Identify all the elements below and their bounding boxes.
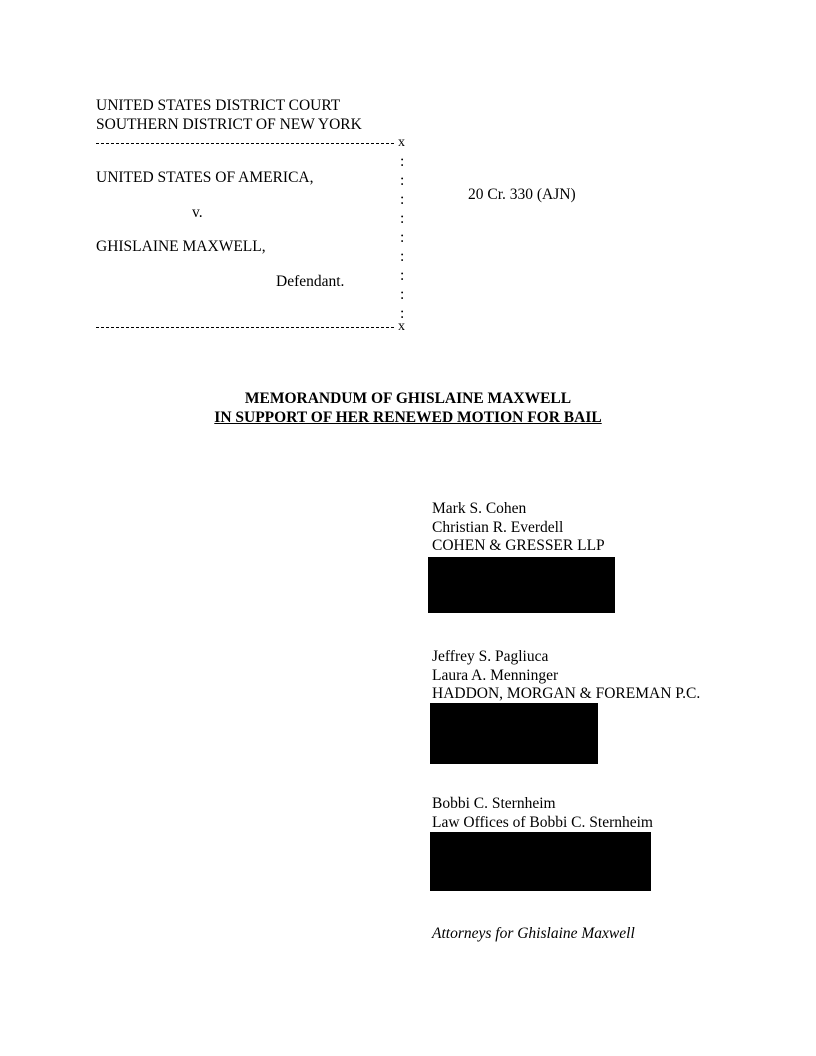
attorneys-for-line: Attorneys for Ghislaine Maxwell (432, 925, 635, 942)
redaction-box (428, 557, 615, 613)
caption-bottom-rule-end: x (398, 319, 405, 334)
caption-defendant-name: GHISLAINE MAXWELL, (96, 238, 266, 255)
counsel-name: Christian R. Everdell (432, 518, 564, 536)
document-title-line2: IN SUPPORT OF HER RENEWED MOTION FOR BAIL (214, 409, 602, 426)
caption-plaintiff: UNITED STATES OF AMERICA, (96, 169, 314, 186)
counsel-name: Jeffrey S. Pagliuca (432, 648, 549, 665)
caption-top-rule (96, 143, 394, 154)
court-name: UNITED STATES DISTRICT COURT (96, 97, 341, 114)
counsel-firm: Law Offices of Bobbi C. Sternheim (432, 813, 653, 831)
counsel-firm: HADDON, MORGAN & FOREMAN P.C. (432, 685, 701, 702)
caption-colon: : (400, 153, 405, 170)
caption-defendant-role: Defendant. (276, 273, 345, 290)
caption-bottom-rule (96, 327, 394, 338)
caption-colon: : (400, 305, 405, 322)
court-district: SOUTHERN DISTRICT OF NEW YORK (96, 116, 362, 133)
document-title (0, 389, 816, 427)
caption-colon: : (400, 229, 405, 246)
caption-versus: v. (192, 204, 203, 221)
counsel-name: Mark S. Cohen (432, 500, 527, 517)
document-title-line1: MEMORANDUM OF GHISLAINE MAXWELL (244, 390, 572, 407)
redaction-box (430, 832, 651, 891)
court-heading (96, 96, 362, 134)
counsel-name: Laura A. Menninger (432, 666, 559, 684)
counsel-firm: COHEN & GRESSER LLP (432, 537, 605, 554)
caption-colon: : (400, 191, 405, 208)
caption-colon-column (400, 152, 406, 323)
counsel-block-1 (432, 500, 605, 556)
caption-top-rule-end: x (398, 135, 405, 150)
caption-colon: : (400, 248, 405, 265)
caption-colon: : (400, 210, 405, 227)
counsel-name: Bobbi C. Sternheim (432, 795, 556, 812)
counsel-block-3 (432, 795, 653, 832)
counsel-block-2 (432, 648, 700, 704)
case-number: 20 Cr. 330 (AJN) (468, 186, 576, 203)
caption-colon: : (400, 267, 405, 284)
caption-colon: : (400, 286, 405, 303)
redaction-box (430, 703, 598, 764)
caption-colon: : (400, 172, 405, 189)
